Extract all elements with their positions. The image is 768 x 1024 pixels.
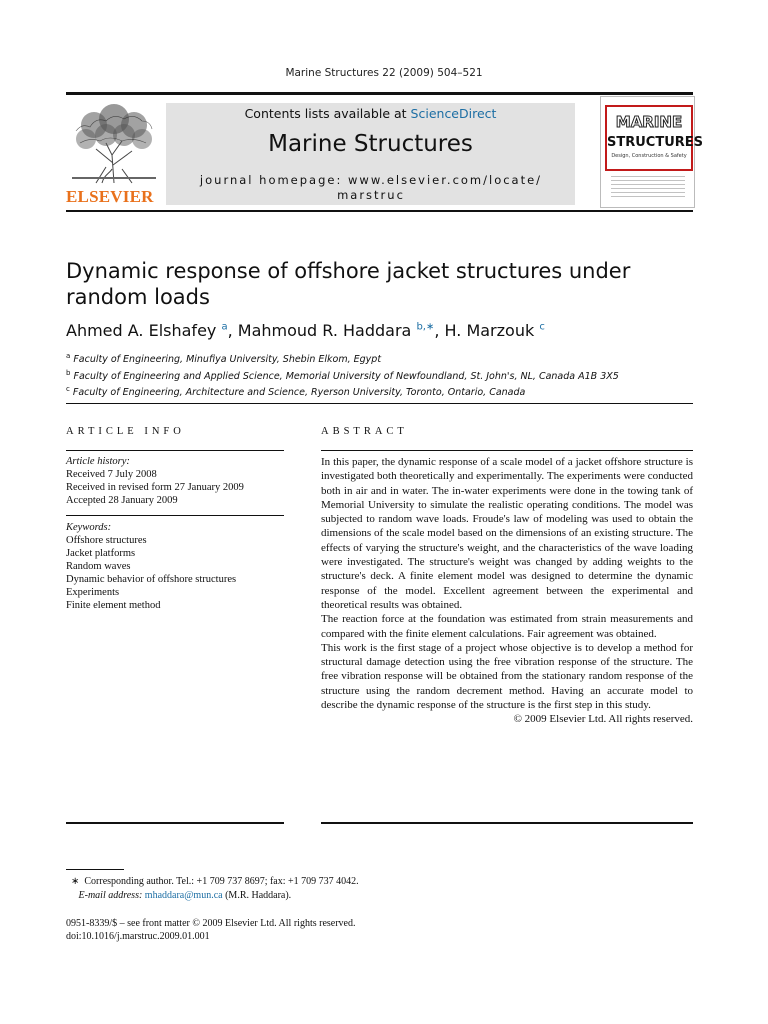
keyword-item: Jacket platforms	[66, 548, 136, 559]
article-title: Dynamic response of offshore jacket structures under random loads	[66, 259, 631, 309]
doi-line[interactable]: doi:10.1016/j.marstruc.2009.01.001	[66, 931, 210, 942]
article-history	[66, 455, 284, 507]
info-rule-mid	[66, 515, 284, 516]
history-item: Accepted 28 January 2009	[66, 495, 178, 506]
affiliation-item	[66, 350, 693, 367]
affiliation-mark: b	[66, 368, 71, 377]
keyword-item: Experiments	[66, 587, 120, 598]
footnote-mark: ∗	[71, 876, 80, 887]
contents-availability	[166, 106, 575, 121]
journal-cover-thumbnail	[600, 96, 704, 208]
journal-title: Marine Structures	[268, 131, 473, 157]
corresponding-text: Corresponding author. Tel.: +1 709 737 8697; fax: +1 709 737 4042.	[84, 876, 359, 887]
journal-citation: Marine Structures 22 (2009) 504–521	[285, 67, 483, 79]
author-affiliation-mark[interactable]: a	[221, 321, 228, 333]
abstract-paragraph: The reaction force at the foundation was estimated from strain measurements and compared with the finite element calculations. Fair agreement was obtained.	[321, 613, 693, 640]
homepage-line-2: marstruc	[337, 188, 405, 202]
header-bottom-rule	[66, 210, 693, 212]
keyword-item: Offshore structures	[66, 535, 147, 546]
elsevier-wordmark: ELSEVIER	[66, 187, 154, 206]
history-label: Article history:	[66, 456, 130, 467]
sciencedirect-link[interactable]: ScienceDirect	[410, 106, 497, 121]
affiliation-text: Faculty of Engineering, Minufiya University, Shebin Elkom, Egypt	[73, 354, 382, 366]
author-list: Ahmed A. Elshafey $^a$, Mahmoud R. Haddara $^{b,∗}$, H. Marzouk $^c$	[66, 321, 545, 340]
author-name: Mahmoud R. Haddara	[237, 321, 412, 340]
email-line	[66, 889, 693, 903]
footnote-rule	[66, 869, 124, 870]
header-top-rule	[66, 92, 693, 95]
abstract-heading: ABSTRACT	[321, 426, 408, 437]
keyword-item: Dynamic behavior of offshore structures	[66, 574, 237, 585]
abstract-paragraph: This work is the first stage of a project whose objective is to develop a method for structural damage detection using the free vibration response of the structure. The free vibration response will be obtained from the stationary random response of the structure using the random decrement method. Having an accurate model to describe the dynamic response of the structure is the first step in this study.	[321, 641, 693, 712]
keyword-item: Finite element method	[66, 600, 161, 611]
affiliation-item	[66, 367, 693, 384]
author-affiliation-mark[interactable]: b,∗	[416, 321, 435, 333]
affiliations	[66, 350, 693, 400]
abstract-paragraph: In this paper, the dynamic response of a scale model of a jacket offshore structure is investigated both theoretically and experimentally. The experiments were conducted both in air and in water. The in-water experiments were done in the towing tank of Memorial University to simulate the realistic operating conditions. The model was subjected to random wave loads. Froude's law of modeling was used to obtain the dimensions of the scale model based on the dimensions of an existing structure. The effects of varying the structure's weight, and the characteristics of the wave loading were investigated. The structure's weight was changed by adding weights to the structure's deck. A finite element model was designed to determine the dynamic response of the model. Excellent agreement between the experimental and theoretical results was obtained.	[321, 456, 693, 611]
abstract-body	[321, 455, 693, 727]
cover-tagline: Design, Construction & Safety	[611, 153, 687, 159]
journal-homepage[interactable]	[198, 173, 544, 203]
email-owner: (M.R. Haddara).	[225, 889, 292, 901]
email-label: E-mail address:	[78, 889, 143, 901]
copyright-notice: © 2009 Elsevier Ltd. All rights reserved.	[513, 713, 693, 726]
article-info-heading: ARTICLE INFO	[66, 426, 185, 437]
elsevier-logo	[66, 103, 162, 207]
affiliation-item	[66, 383, 693, 400]
history-item: Received in revised form 27 January 2009	[66, 482, 244, 493]
info-rule-top	[66, 450, 284, 451]
homepage-line-1: journal homepage: www.elsevier.com/locate/	[199, 173, 543, 187]
author-name: H. Marzouk	[444, 321, 535, 340]
abstract-rule-bottom	[321, 822, 693, 824]
contents-prefix: Contents lists available at	[244, 106, 411, 121]
issn-doi-block	[66, 917, 693, 943]
cover-text-lines	[611, 173, 685, 199]
footnote-line	[66, 875, 693, 889]
affiliation-text: Faculty of Engineering, Architecture and Science, Ryerson University, Toronto, Ontario, Canada	[72, 387, 526, 399]
issn-line: 0951-8339/$ – see front matter © 2009 Elsevier Ltd. All rights reserved.	[66, 918, 356, 929]
corresponding-author-footnote	[66, 875, 693, 902]
keyword-item: Random waves	[66, 561, 131, 572]
abstract-rule-top	[321, 450, 693, 451]
cover-title-band	[605, 105, 704, 171]
affiliation-text: Faculty of Engineering and Applied Science, Memorial University of Newfoundland, St. John's, NL, Canada A1B 3X5	[73, 370, 619, 382]
author-name: Ahmed A. Elshafey	[66, 321, 217, 340]
keywords	[66, 521, 284, 612]
keywords-label: Keywords:	[66, 522, 112, 533]
cover-title: MARINE	[615, 113, 683, 131]
history-item: Received 7 July 2008	[66, 469, 157, 480]
email-link[interactable]: mhaddara@mun.ca	[144, 889, 223, 901]
section-divider	[66, 403, 693, 404]
affiliation-mark: c	[66, 385, 70, 394]
elsevier-tree-icon	[66, 103, 162, 185]
journal-banner	[166, 103, 575, 205]
author-affiliation-mark[interactable]: c	[539, 321, 545, 333]
affiliation-mark: a	[66, 352, 71, 360]
cover-subtitle: STRUCTURES	[607, 135, 704, 150]
info-rule-bottom	[66, 822, 284, 824]
